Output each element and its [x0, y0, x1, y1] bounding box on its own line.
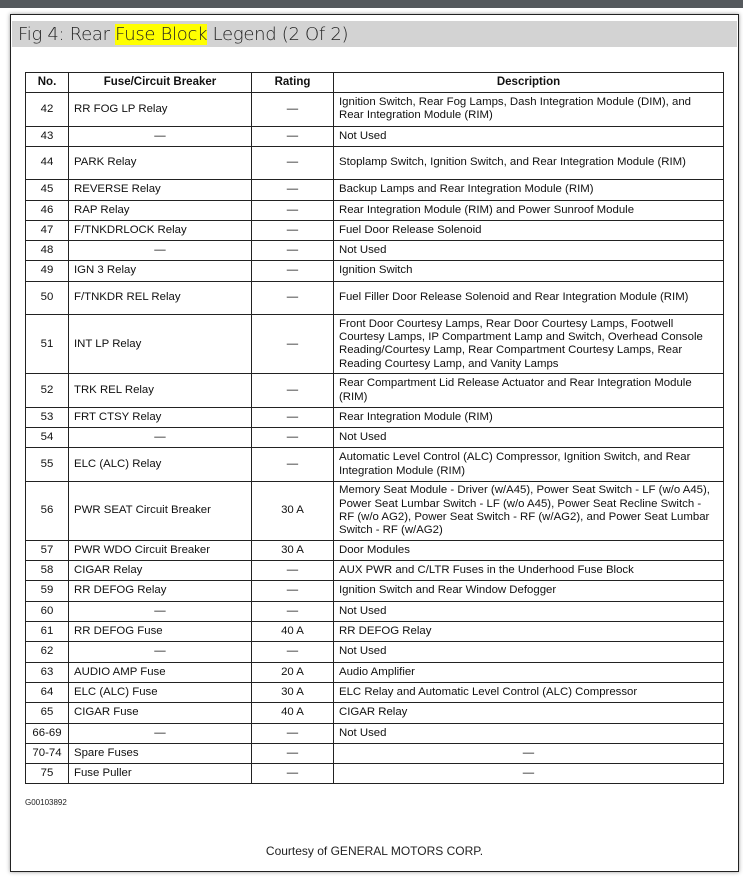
cell-fuse: RR DEFOG Relay — [69, 581, 252, 601]
table-row — [26, 743, 724, 763]
table-row — [26, 448, 724, 482]
cell-rating: — — [252, 448, 334, 482]
cell-no: 50 — [26, 281, 69, 315]
fuse-legend-table — [25, 72, 724, 784]
table-row — [26, 601, 724, 621]
cell-description: Not Used — [334, 723, 724, 743]
cell-rating: — — [252, 374, 334, 408]
cell-no: 75 — [26, 764, 69, 784]
table-row — [26, 481, 724, 540]
cell-no: 61 — [26, 622, 69, 642]
cell-rating: — — [252, 93, 334, 127]
table-row — [26, 642, 724, 662]
cell-description: Backup Lamps and Rear Integration Module (RIM) — [334, 180, 724, 200]
cell-rating: — — [252, 146, 334, 180]
title-highlight: Fuse Block — [115, 24, 208, 45]
cell-no: 62 — [26, 642, 69, 662]
header-fuse: Fuse/Circuit Breaker — [69, 73, 252, 93]
table-row — [26, 315, 724, 374]
cell-no: 46 — [26, 200, 69, 220]
cell-fuse: INT LP Relay — [69, 315, 252, 374]
cell-fuse: Fuse Puller — [69, 764, 252, 784]
cell-fuse: — — [69, 241, 252, 261]
cell-description: Ignition Switch and Rear Window Defogger — [334, 581, 724, 601]
table-header-row — [26, 73, 724, 93]
cell-fuse: PWR WDO Circuit Breaker — [69, 540, 252, 560]
table-row — [26, 126, 724, 146]
cell-rating: — — [252, 220, 334, 240]
table-row — [26, 93, 724, 127]
cell-rating: — — [252, 407, 334, 427]
cell-no: 42 — [26, 93, 69, 127]
table-row — [26, 682, 724, 702]
cell-rating: — — [252, 764, 334, 784]
cell-fuse: FRT CTSY Relay — [69, 407, 252, 427]
cell-no: 53 — [26, 407, 69, 427]
cell-description: Not Used — [334, 241, 724, 261]
table-row — [26, 428, 724, 448]
header-description: Description — [334, 73, 724, 93]
cell-description: Rear Compartment Lid Release Actuator and Rear Integration Module (RIM) — [334, 374, 724, 408]
cell-description: ELC Relay and Automatic Level Control (ALC) Compressor — [334, 682, 724, 702]
cell-rating: 30 A — [252, 682, 334, 702]
cell-fuse: TRK REL Relay — [69, 374, 252, 408]
cell-no: 60 — [26, 601, 69, 621]
courtesy-caption: Courtesy of GENERAL MOTORS CORP. — [265, 844, 484, 858]
cell-rating: — — [252, 642, 334, 662]
cell-no: 51 — [26, 315, 69, 374]
table-row — [26, 281, 724, 315]
title-prefix: Fig 4: Rear — [18, 24, 116, 45]
table-row — [26, 622, 724, 642]
header-no: No. — [26, 73, 69, 93]
cell-rating: 30 A — [252, 481, 334, 540]
cell-fuse: REVERSE Relay — [69, 180, 252, 200]
cell-description: Rear Integration Module (RIM) and Power Sunroof Module — [334, 200, 724, 220]
cell-rating: — — [252, 601, 334, 621]
table-row — [26, 723, 724, 743]
figure-title-bar — [12, 21, 737, 47]
cell-rating: — — [252, 126, 334, 146]
cell-description: Stoplamp Switch, Ignition Switch, and Rear Integration Module (RIM) — [334, 146, 724, 180]
figure-card — [10, 14, 739, 872]
cell-rating: 40 A — [252, 703, 334, 723]
cell-description: Memory Seat Module - Driver (w/A45), Power Seat Switch - LF (w/o A45), Power Seat Lumbar Switch - LF (w/o A45), Power Seat Recline Switch - RF (w/o AG2), Power Seat Switch - RF (w/AG2), and Power Seat Lumbar Switch - RF (w/AG2) — [334, 481, 724, 540]
table-row — [26, 764, 724, 784]
cell-rating: 40 A — [252, 622, 334, 642]
cell-no: 52 — [26, 374, 69, 408]
cell-rating: — — [252, 723, 334, 743]
cell-no: 57 — [26, 540, 69, 560]
cell-fuse: CIGAR Fuse — [69, 703, 252, 723]
cell-fuse: RR FOG LP Relay — [69, 93, 252, 127]
cell-rating: 20 A — [252, 662, 334, 682]
cell-fuse: F/TNKDRLOCK Relay — [69, 220, 252, 240]
cell-description: Door Modules — [334, 540, 724, 560]
cell-description: — — [334, 743, 724, 763]
cell-rating: — — [252, 581, 334, 601]
table-row — [26, 241, 724, 261]
cell-fuse: CIGAR Relay — [69, 561, 252, 581]
cell-description: Ignition Switch, Rear Fog Lamps, Dash Integration Module (DIM), and Rear Integration Module (RIM) — [334, 93, 724, 127]
cell-no: 54 — [26, 428, 69, 448]
cell-fuse: Spare Fuses — [69, 743, 252, 763]
cell-rating: — — [252, 315, 334, 374]
cell-no: 56 — [26, 481, 69, 540]
cell-description: Not Used — [334, 126, 724, 146]
figure-code: G00103892 — [25, 798, 67, 807]
cell-fuse: F/TNKDR REL Relay — [69, 281, 252, 315]
cell-fuse: PWR SEAT Circuit Breaker — [69, 481, 252, 540]
figure-title — [18, 24, 348, 45]
cell-no: 59 — [26, 581, 69, 601]
cell-no: 58 — [26, 561, 69, 581]
cell-description: Not Used — [334, 601, 724, 621]
cell-no: 65 — [26, 703, 69, 723]
top-bar — [0, 0, 743, 8]
cell-description: — — [334, 764, 724, 784]
cell-fuse: — — [69, 601, 252, 621]
table-row — [26, 561, 724, 581]
cell-no: 64 — [26, 682, 69, 702]
cell-fuse: PARK Relay — [69, 146, 252, 180]
cell-rating: 30 A — [252, 540, 334, 560]
table-row — [26, 180, 724, 200]
cell-description: Front Door Courtesy Lamps, Rear Door Courtesy Lamps, Footwell Courtesy Lamps, IP Compartment Lamp and Switch, Overhead Console Reading/Courtesy Lamp, Rear Compartment Courtesy Lamps, Rear Reading Courtesy Lamp, and Vanity Lamps — [334, 315, 724, 374]
table-row — [26, 374, 724, 408]
cell-fuse: RAP Relay — [69, 200, 252, 220]
cell-rating: — — [252, 261, 334, 281]
cell-rating: — — [252, 281, 334, 315]
cell-description: Not Used — [334, 428, 724, 448]
cell-description: AUX PWR and C/LTR Fuses in the Underhood Fuse Block — [334, 561, 724, 581]
table-row — [26, 662, 724, 682]
cell-no: 44 — [26, 146, 69, 180]
cell-description: Audio Amplifier — [334, 662, 724, 682]
cell-fuse: — — [69, 428, 252, 448]
cell-description: Rear Integration Module (RIM) — [334, 407, 724, 427]
cell-fuse: IGN 3 Relay — [69, 261, 252, 281]
cell-description: Not Used — [334, 642, 724, 662]
cell-rating: — — [252, 180, 334, 200]
cell-fuse: AUDIO AMP Fuse — [69, 662, 252, 682]
table-row — [26, 407, 724, 427]
title-suffix: Legend (2 Of 2) — [207, 24, 349, 45]
cell-description: RR DEFOG Relay — [334, 622, 724, 642]
cell-fuse: — — [69, 642, 252, 662]
cell-description: Fuel Filler Door Release Solenoid and Rear Integration Module (RIM) — [334, 281, 724, 315]
cell-rating: — — [252, 200, 334, 220]
cell-no: 47 — [26, 220, 69, 240]
cell-fuse: RR DEFOG Fuse — [69, 622, 252, 642]
cell-fuse: — — [69, 126, 252, 146]
cell-rating: — — [252, 743, 334, 763]
cell-no: 43 — [26, 126, 69, 146]
header-rating: Rating — [252, 73, 334, 93]
cell-description: Ignition Switch — [334, 261, 724, 281]
cell-rating: — — [252, 428, 334, 448]
cell-no: 70-74 — [26, 743, 69, 763]
cell-no: 49 — [26, 261, 69, 281]
table-row — [26, 220, 724, 240]
cell-fuse: ELC (ALC) Fuse — [69, 682, 252, 702]
cell-no: 63 — [26, 662, 69, 682]
cell-fuse: ELC (ALC) Relay — [69, 448, 252, 482]
cell-no: 45 — [26, 180, 69, 200]
cell-no: 55 — [26, 448, 69, 482]
table-row — [26, 146, 724, 180]
cell-rating: — — [252, 241, 334, 261]
table-row — [26, 261, 724, 281]
cell-description: CIGAR Relay — [334, 703, 724, 723]
cell-description: Automatic Level Control (ALC) Compressor, Ignition Switch, and Rear Integration Module (RIM) — [334, 448, 724, 482]
cell-no: 66-69 — [26, 723, 69, 743]
table-row — [26, 540, 724, 560]
cell-no: 48 — [26, 241, 69, 261]
cell-fuse: — — [69, 723, 252, 743]
table-row — [26, 200, 724, 220]
table-row — [26, 581, 724, 601]
table-row — [26, 703, 724, 723]
cell-rating: — — [252, 561, 334, 581]
cell-description: Fuel Door Release Solenoid — [334, 220, 724, 240]
